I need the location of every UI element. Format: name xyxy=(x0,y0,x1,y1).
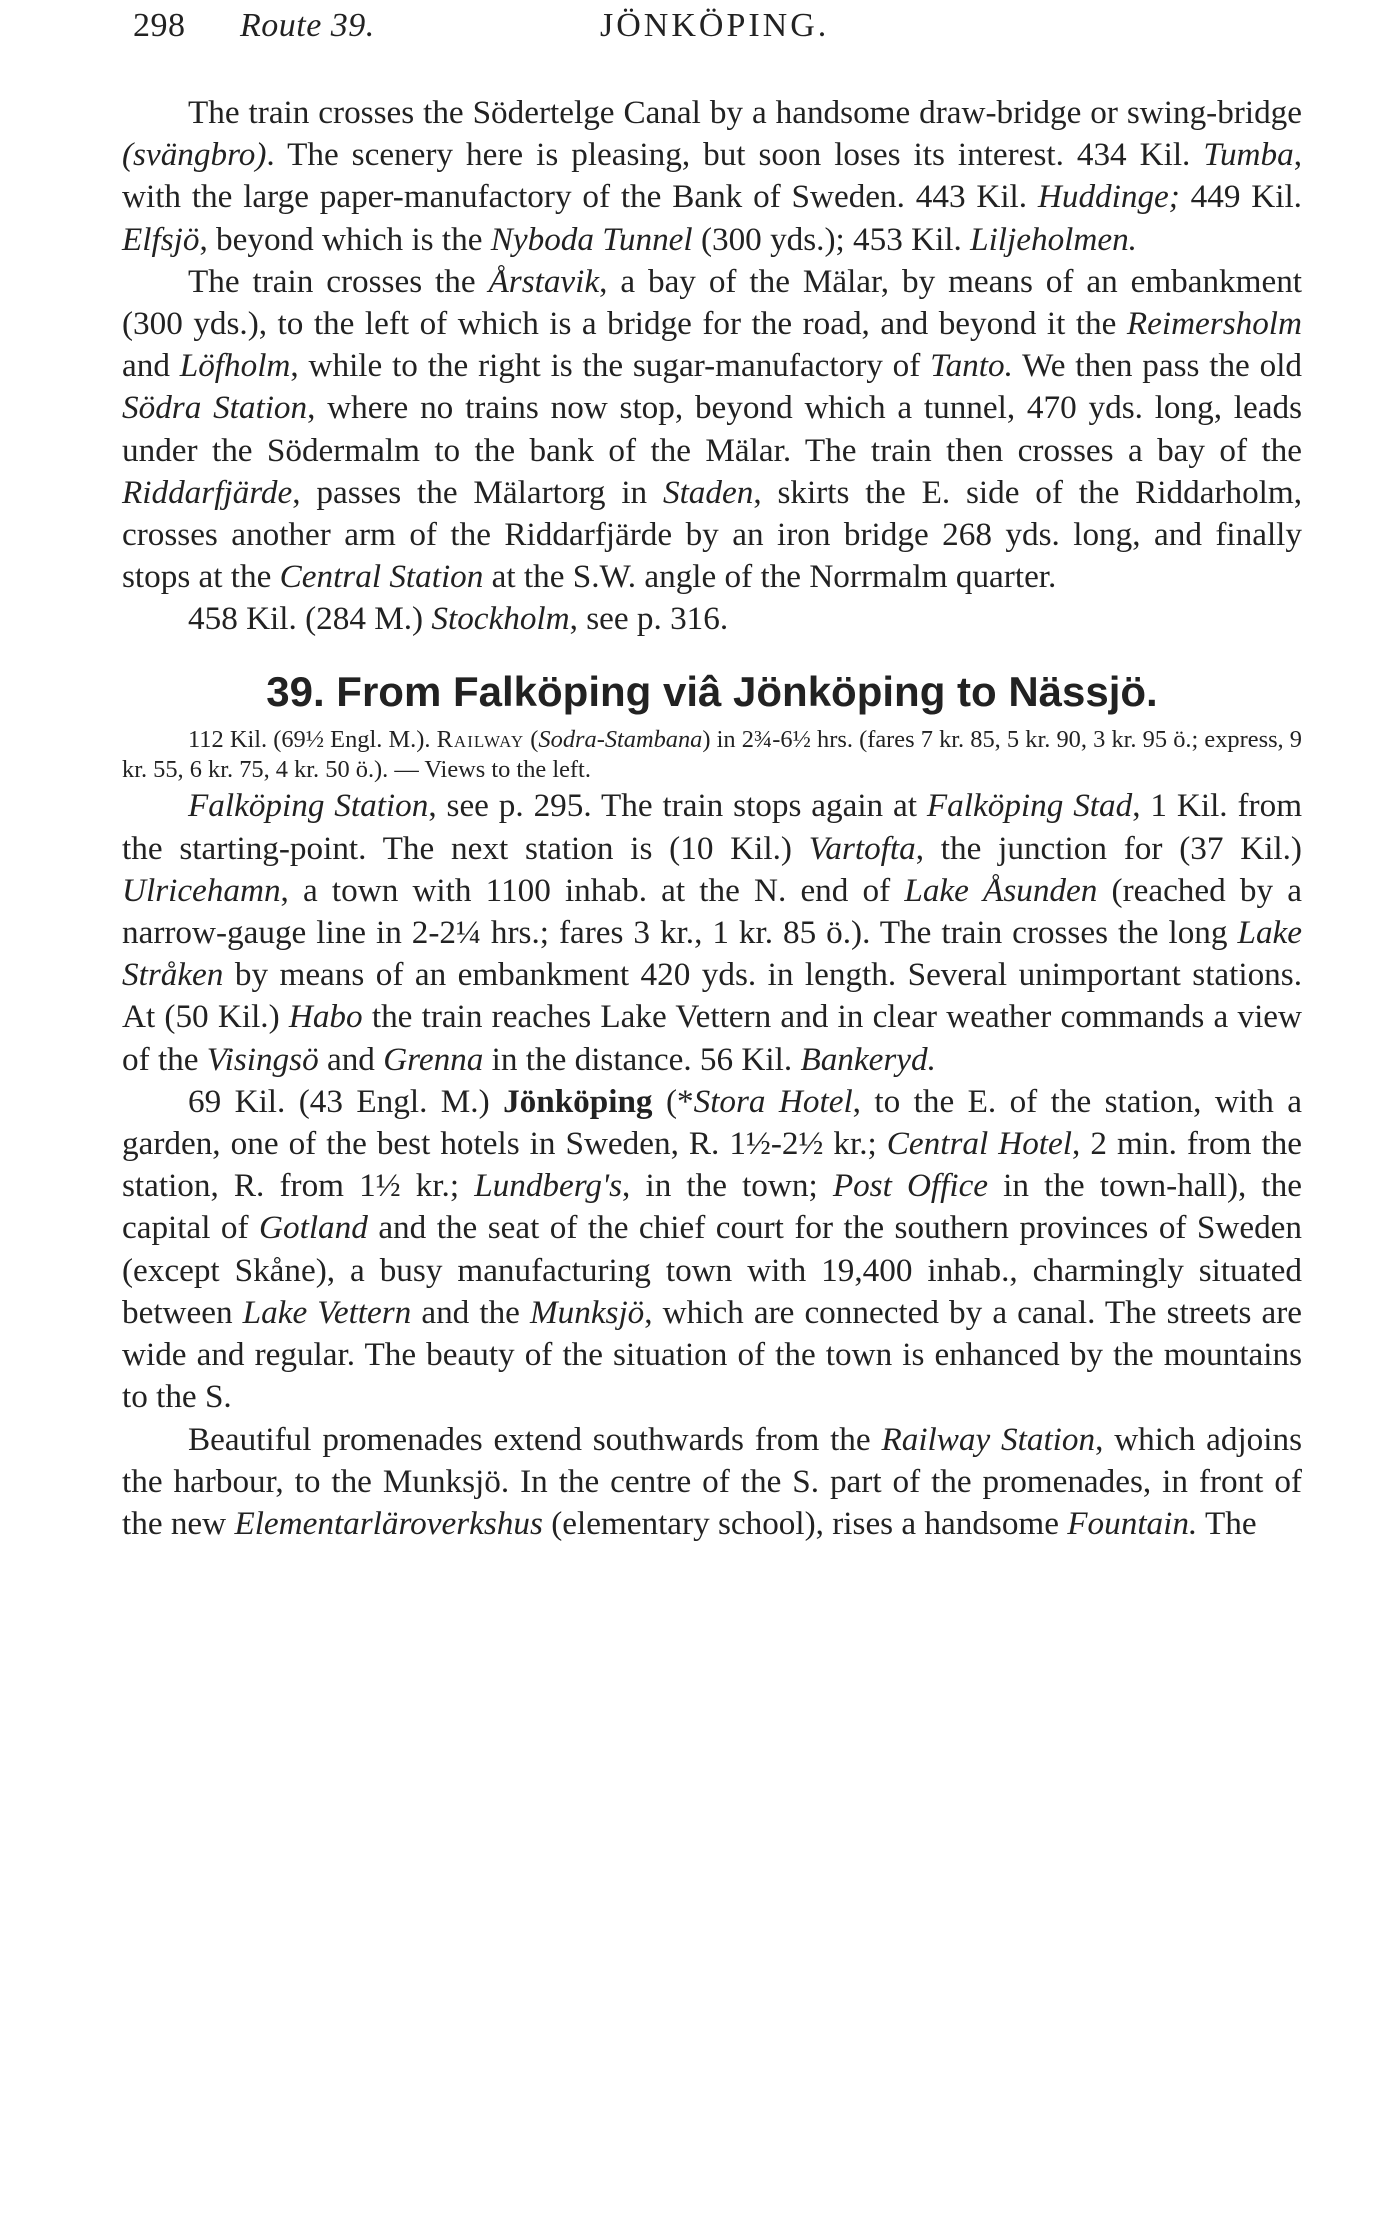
italic-place: Falköping Station xyxy=(188,787,429,825)
text-run: 458 Kil. (284 M.) xyxy=(188,600,432,638)
section-heading: 39. From Falköping viâ Jönköping to Nässjö. xyxy=(266,667,1158,715)
text-run: and xyxy=(318,1040,384,1078)
text-run: , a town with 1100 inhab. at the N. end of xyxy=(280,871,905,909)
page-body xyxy=(122,92,1302,1545)
paragraph-arstavik xyxy=(122,261,1302,599)
italic-place: Visingsö xyxy=(206,1040,319,1078)
text-run: 112 Kil. (69½ Engl. M.). xyxy=(188,725,437,753)
italic-place: Falköping Stad xyxy=(926,787,1133,825)
text-run: , the junction for (37 Kil.) xyxy=(915,829,1302,867)
text-run: ( xyxy=(524,725,539,753)
text-run: , while to the right is the sugar-manufactory of xyxy=(290,347,931,385)
italic-place: Central Station xyxy=(279,558,484,596)
italic-place: Post Office xyxy=(832,1167,989,1205)
italic-place: Liljeholmen. xyxy=(970,220,1137,258)
italic-place: Elementarläroverkshus xyxy=(234,1504,543,1542)
paragraph-falkoping xyxy=(122,785,1302,1080)
text-run: , in the town; xyxy=(622,1167,833,1205)
text-run: , beyond which is the xyxy=(199,220,491,258)
page-number: 298 xyxy=(133,7,186,44)
italic-place: Södra Station xyxy=(122,389,308,427)
text-run: , see p. 316. xyxy=(569,600,729,638)
text-run: The train crosses the Södertelge Canal by a handsome draw-bridge or swing-bridge xyxy=(188,94,1302,131)
text-run: (300 yds.); 453 Kil. xyxy=(692,220,971,258)
text-run: at the S.W. angle of the Norrmalm quarter. xyxy=(483,558,1057,596)
text-run: and the seat of the chief court for the southern provinces of Sweden (except Skåne), a busy manufacturing town with 19,400 inhab., charmingly situated between xyxy=(122,1209,1303,1331)
text-run: We then pass the old xyxy=(1012,347,1303,385)
small-caps-term: Railway xyxy=(436,725,525,753)
italic-term: (svängbro) xyxy=(122,136,267,174)
italic-place: Railway Station xyxy=(881,1420,1096,1458)
italic-place: Elfsjö xyxy=(122,220,200,258)
text-run: Beautiful promenades extend southwards from the xyxy=(188,1420,882,1458)
italic-place: Lake Åsunden xyxy=(904,871,1098,909)
text-run: , 1 Kil. from the starting-point. The next station is (10 Kil.) xyxy=(122,787,1303,867)
italic-place: Ulricehamn xyxy=(122,871,281,909)
header-title: JÖNKÖPING. xyxy=(600,7,830,44)
italic-place: Munksjö xyxy=(529,1293,645,1331)
italic-place: Lake Stråken xyxy=(122,914,1302,994)
text-run: 449 Kil. xyxy=(1190,178,1302,216)
paragraph-jonkoping xyxy=(122,1081,1302,1419)
paragraph-sodertelge xyxy=(122,92,1302,261)
italic-place: Bankeryd. xyxy=(800,1040,936,1078)
paragraph-promenades xyxy=(122,1419,1302,1546)
italic-place: Lundberg's xyxy=(474,1167,623,1205)
italic-place: Vartofta xyxy=(808,829,916,867)
italic-place: Staden xyxy=(662,473,754,511)
text-run: and xyxy=(122,347,180,385)
italic-place: Central Hotel xyxy=(886,1125,1072,1163)
route-label: Route 39. xyxy=(240,7,375,44)
running-header xyxy=(0,0,1400,60)
text-run: , 2 min. from the station, R. from 1½ kr.; xyxy=(122,1125,1302,1205)
text-run: The xyxy=(1197,1504,1257,1542)
italic-place: Reimersholm xyxy=(1126,305,1302,343)
italic-place: Gotland xyxy=(259,1209,368,1247)
text-run: , skirts the E. side of the Riddarholm, crosses another arm of the Riddarfjärde by an iron bridge 268 yds. long, and finally stops at the xyxy=(122,473,1302,596)
italic-place: Tanto. xyxy=(930,347,1013,385)
text-run: the train reaches Lake Vettern and in clear weather commands a view of the xyxy=(122,998,1302,1078)
route-summary xyxy=(122,725,1302,786)
italic-place: Grenna xyxy=(383,1040,484,1078)
italic-place: Stockholm xyxy=(431,600,570,638)
italic-place: Riddarfjärde xyxy=(122,473,293,511)
text-run: (* xyxy=(652,1082,694,1120)
italic-place: Lake Vettern xyxy=(242,1293,412,1331)
text-run: , a bay of the Mälar, by means of an embankment (300 yds.), to the left of which is a bridge for the road, and beyond it the xyxy=(122,262,1303,343)
italic-place: Habo xyxy=(288,998,363,1036)
text-run: in the town-hall), the capital of xyxy=(122,1167,1302,1247)
text-run: and the xyxy=(411,1293,530,1331)
text-run: The train crosses the xyxy=(188,262,489,300)
text-run: in the distance. 56 Kil. xyxy=(483,1040,801,1078)
text-run: , to the E. of the station, with a garden, one of the best hotels in Sweden, R. 1½-2½ kr.; xyxy=(122,1082,1302,1163)
text-run: , passes the Mälartorg in xyxy=(292,473,663,511)
italic-place: Löfholm xyxy=(179,347,291,385)
text-run: . The scenery here is pleasing, but soon loses its interest. 434 Kil. xyxy=(266,136,1204,174)
text-run: by means of an embankment 420 yds. in length. Several unimportant stations. At (50 Kil.) xyxy=(122,956,1302,1036)
text-run: , which are connected by a canal. The streets are wide and regular. The beauty of the situation of the town is enhanced by the mountains to the S. xyxy=(122,1293,1302,1416)
text-run: (reached by a narrow-gauge line in 2-2¼ hrs.; fares 3 kr., 1 kr. 85 ö.). The train crosses the long xyxy=(122,871,1302,952)
italic-place: Nyboda Tunnel xyxy=(490,220,693,258)
text-run: , which adjoins the harbour, to the Munksjö. In the centre of the S. part of the promenades, in front of the new xyxy=(122,1420,1302,1542)
text-run: 69 Kil. (43 Engl. M.) xyxy=(188,1082,504,1120)
paragraph-stockholm xyxy=(122,598,1302,640)
italic-place: Fountain. xyxy=(1067,1504,1198,1542)
text-run: ) in 2¾-6½ hrs. (fares 7 kr. 85, 5 kr. 90, 3 kr. 95 ö.; express, 9 kr. 55, 6 kr. 75, 4 kr. 50 ö.). — Views to the left. xyxy=(122,725,1302,784)
text-run: (elementary school), rises a handsome xyxy=(542,1504,1068,1542)
italic-place: Stora Hotel xyxy=(693,1082,853,1120)
text-run: , see p. 295. The train stops again at xyxy=(428,787,927,825)
italic-place: Årstavik xyxy=(488,262,600,300)
bold-place: Jönköping xyxy=(503,1082,653,1120)
italic-place: Tumba xyxy=(1203,136,1294,174)
text-run: , with the large paper-manufactory of the Bank of Sweden. 443 Kil. xyxy=(122,136,1302,216)
italic-term: Sodra-Stambana xyxy=(538,725,703,753)
italic-place: Huddinge; xyxy=(1037,178,1191,216)
text-run: , where no trains now stop, beyond which a tunnel, 470 yds. long, leads under the Södermalm to the bank of the Mälar. The train then crosses a bay of the xyxy=(122,389,1302,469)
